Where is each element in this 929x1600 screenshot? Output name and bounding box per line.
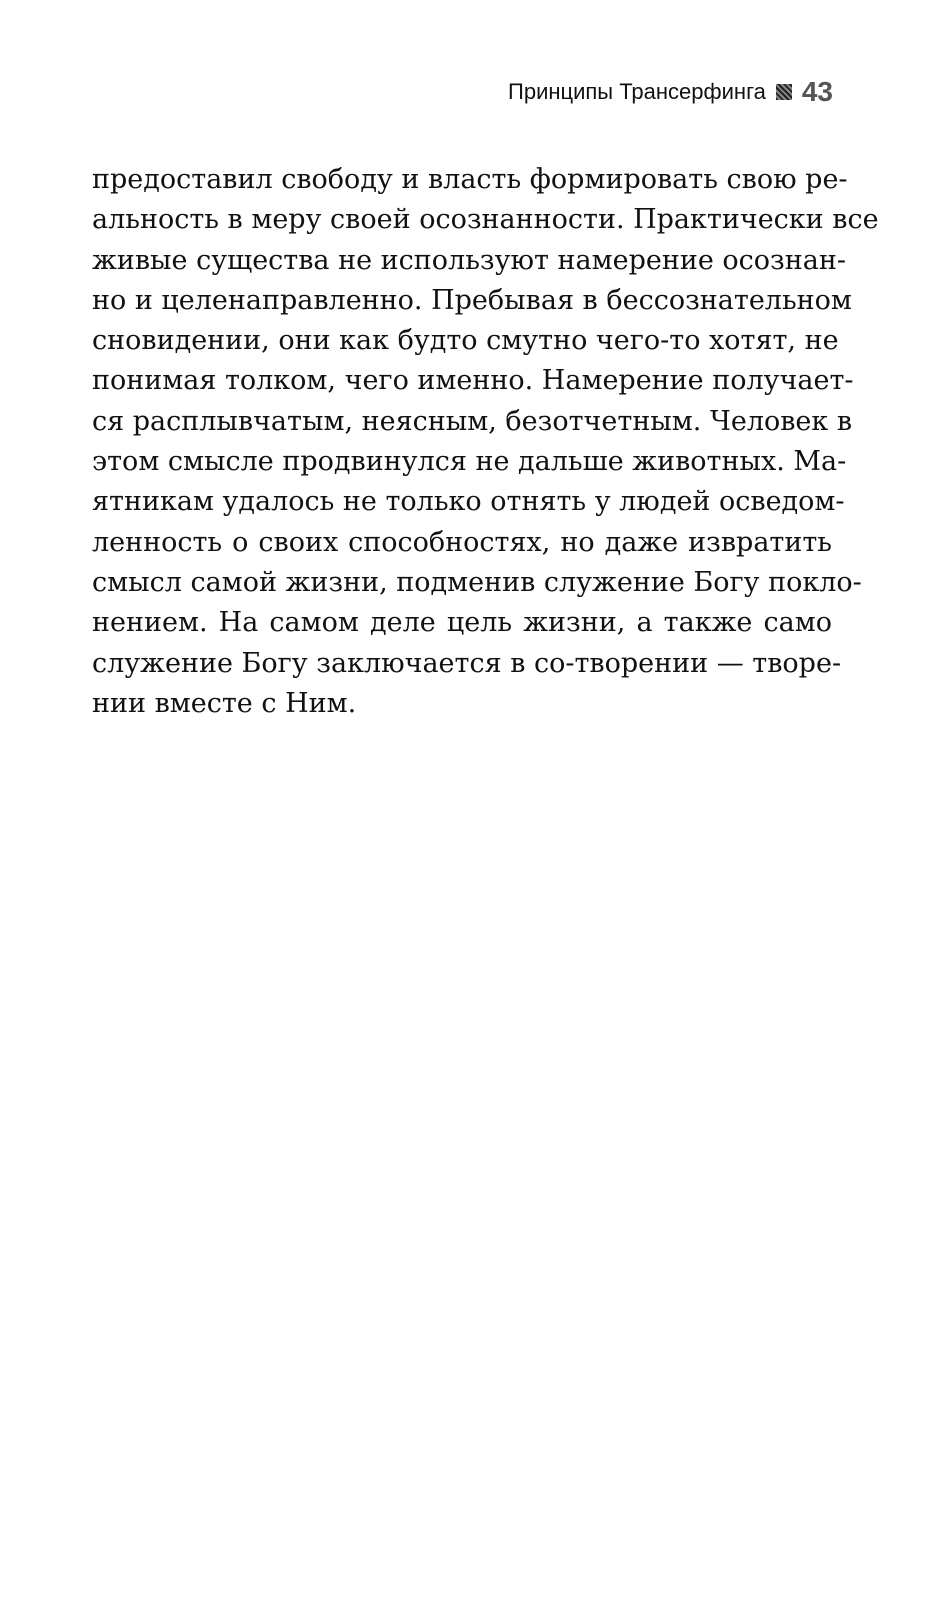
text-line: этом смысле продвинулся не дальше животных. Ма-: [92, 446, 847, 478]
body-paragraph: [92, 160, 879, 724]
running-title: Принципы Трансерфинга: [508, 79, 766, 104]
text-line: ся расплывчатым, неясным, безотчетным. Человек в: [92, 405, 853, 437]
text-line: служение Богу заключается в со-творении — творе-: [92, 647, 842, 679]
text-line: живые существа не используют намерение осознан-: [92, 244, 846, 276]
text-line: ленность о своих способностях, но даже извратить: [92, 526, 832, 558]
text-line: понимая толком, чего именно. Намерение получает-: [92, 365, 854, 397]
running-header: [508, 76, 833, 108]
text-line: сновидении, они как будто смутно чего-то хотят, не: [92, 325, 839, 357]
text-line: смысл самой жизни, подменив служение Богу покло-: [92, 566, 862, 598]
ornament-square-icon: [776, 84, 792, 100]
page-number: 43: [801, 76, 833, 107]
text-line: нии вместе с Ним.: [92, 687, 357, 719]
text-line: но и целенаправленно. Пребывая в бессознательном: [92, 284, 852, 316]
text-line: ятникам удалось не только отнять у людей осведом-: [92, 486, 845, 518]
text-line: нением. На самом деле цель жизни, а также само: [92, 607, 832, 639]
text-line: предоставил свободу и власть формировать свою ре-: [92, 164, 848, 195]
text-line: альность в меру своей осознанности. Практически все: [92, 204, 879, 236]
